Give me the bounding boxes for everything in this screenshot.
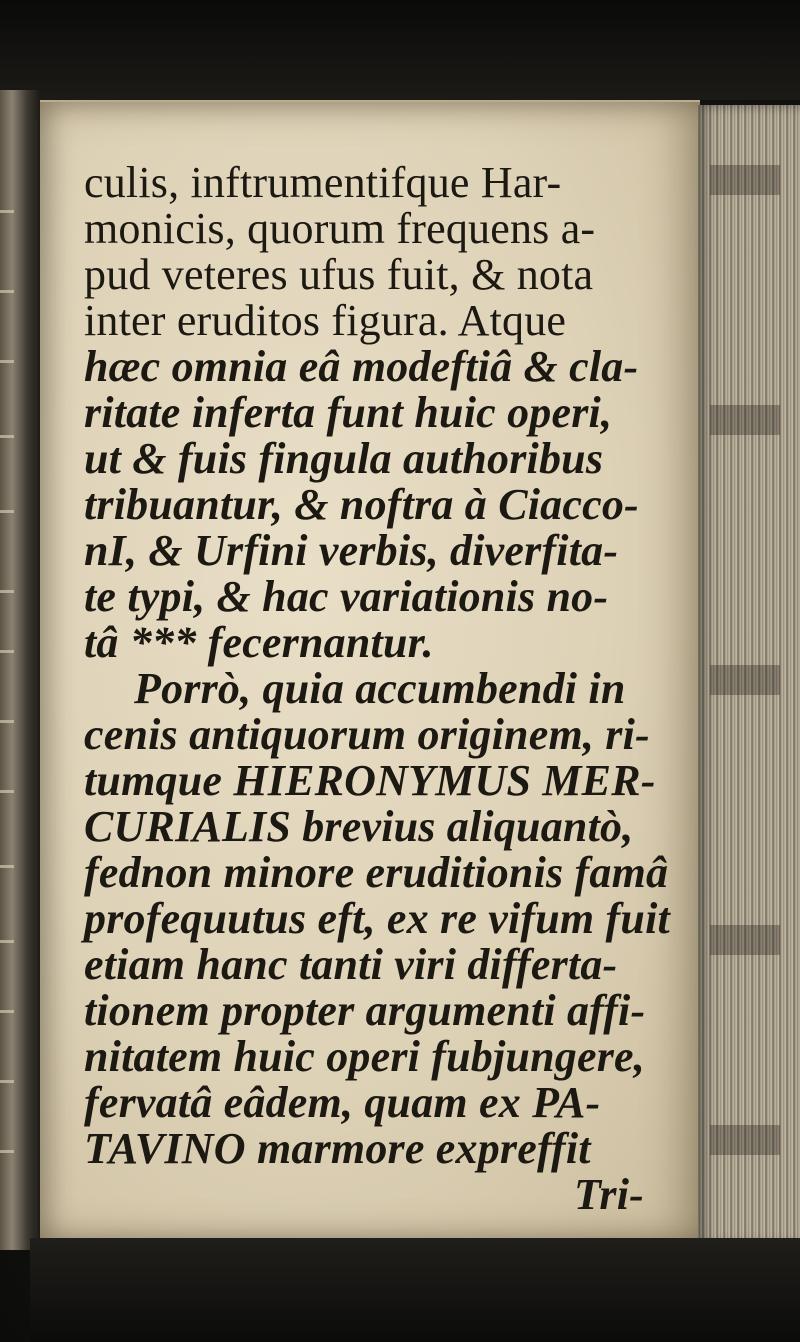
text-line-10: te typi, & hac variationis no- (84, 572, 609, 621)
top-shadow (0, 0, 800, 100)
gutter-line (34, 120, 37, 1240)
text-line-2: monicis, quorum frequens a- (84, 204, 596, 253)
page-text-block (84, 158, 670, 1219)
text-line-3: pud veteres ufus fuit, & nota (84, 250, 594, 299)
text-line-15: CURIALIS brevius aliquantò, (84, 802, 634, 851)
page-edges-stack (698, 105, 800, 1245)
text-line-16: fednon minore eruditionis famâ (84, 848, 669, 897)
text-line-21: fervatâ eâdem, quam ex PA- (84, 1078, 601, 1127)
text-line-7: ut & fuis fingula authoribus (84, 434, 604, 483)
text-line-17: profequutus eft, ex re vifum fuit (84, 894, 670, 943)
text-line-18: etiam hanc tanti viri differta- (84, 940, 618, 989)
text-line-12: Porrò, quia accumbendi in (134, 664, 626, 713)
text-line-19: tionem propter argumenti affi- (84, 986, 646, 1035)
text-line-20: nitatem huic operi fubjungere, (84, 1032, 645, 1081)
text-line-9: nI, & Urfini verbis, diverfita- (84, 526, 619, 575)
text-line-5: hæc omnia eâ modeftiâ & cla- (84, 342, 639, 391)
text-line-14: tumque HIERONYMUS MER- (84, 756, 656, 805)
catchword: Tri- (573, 1170, 644, 1219)
text-line-4: inter eruditos figura. Atque (84, 296, 567, 345)
text-line-6: ritate inferta funt huic operi, (84, 388, 613, 437)
text-line-11: tâ *** fecernantur. (84, 618, 434, 667)
text-line-13: cenis antiquorum originem, ri- (84, 710, 650, 759)
text-line-22: TAVINO marmore expreffit (84, 1124, 591, 1173)
text-line-1: culis, inftrumentifque Har- (84, 158, 562, 207)
text-line-8: tribuantur, & noftra à Ciacco- (84, 480, 639, 529)
bottom-shadow (30, 1238, 800, 1342)
